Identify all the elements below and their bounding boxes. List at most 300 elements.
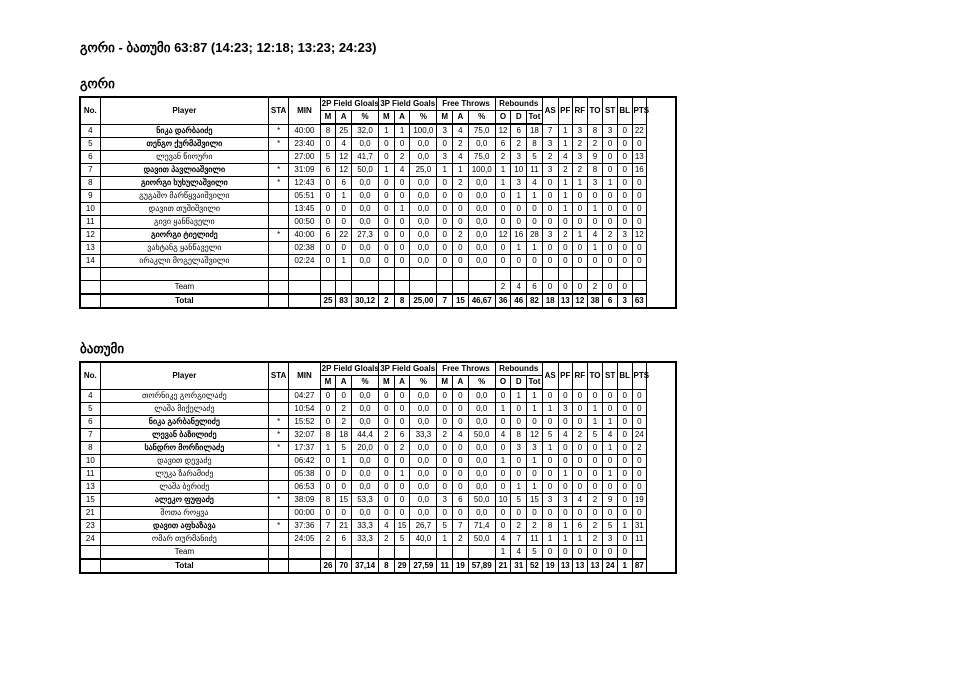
- stat-ftm: 0: [437, 481, 453, 494]
- stat-pts: 0: [632, 389, 647, 403]
- stat-ro: 0: [495, 242, 511, 255]
- team-heading-batumi: ბათუმი: [80, 341, 125, 356]
- stat-to: 0: [587, 389, 603, 403]
- stat-ftm: 0: [437, 416, 453, 429]
- empty-cell: [80, 559, 100, 573]
- player-name: თორნიკე გორგილაძე: [100, 389, 268, 403]
- minutes: 00:00: [289, 507, 320, 520]
- starter-mark: *: [269, 138, 289, 151]
- stat-rd: 5: [511, 494, 527, 507]
- stat-fg2m: 0: [320, 255, 336, 268]
- stat-ftm: 3: [437, 151, 453, 164]
- subheader-m: M: [379, 111, 395, 125]
- stat-as: 1: [542, 533, 558, 546]
- stat-fg2a: 1: [336, 455, 352, 468]
- stat-st: 0: [603, 242, 618, 255]
- stat-ro: 0: [495, 190, 511, 203]
- stat-as: 0: [542, 507, 558, 520]
- empty-cell: [394, 546, 410, 560]
- empty-cell: [453, 546, 469, 560]
- player-row: [80, 389, 676, 403]
- stat-fg3a: 0: [394, 403, 410, 416]
- stat-bl: 0: [617, 164, 632, 177]
- stat-ro: 0: [495, 468, 511, 481]
- stat-fg3m: 0: [379, 442, 395, 455]
- stat-rt: 11: [527, 533, 543, 546]
- stat-ftm: 0: [437, 389, 453, 403]
- team-stat-rt: 5: [527, 546, 543, 560]
- stat-st: 0: [603, 216, 618, 229]
- col-header-st: ST: [603, 362, 618, 389]
- stat-fg3p: 0,0: [410, 389, 437, 403]
- stat-fg2m: 5: [320, 151, 336, 164]
- player-name: ნიკა დარბაიძე: [100, 124, 268, 138]
- subheader-m: M: [437, 376, 453, 390]
- stat-fg3p: 0,0: [410, 229, 437, 242]
- team-stat-to: 0: [587, 546, 603, 560]
- stat-fg3a: 0: [394, 481, 410, 494]
- player-name: დავით დევაძე: [100, 455, 268, 468]
- stat-as: 0: [542, 416, 558, 429]
- minutes: 38:09: [289, 494, 320, 507]
- stat-fg2a: 22: [336, 229, 352, 242]
- stat-fg3m: 0: [379, 216, 395, 229]
- minutes: 32:07: [289, 429, 320, 442]
- empty-cell: [320, 281, 336, 295]
- stat-rd: 3: [511, 442, 527, 455]
- minutes: 40:00: [289, 229, 320, 242]
- stat-st: 0: [603, 203, 618, 216]
- stat-fg3a: 0: [394, 242, 410, 255]
- team-stat-rd: 4: [511, 546, 527, 560]
- player-number: 14: [80, 255, 100, 268]
- total-stat-fg2p: 37,14: [352, 559, 379, 573]
- player-number: 23: [80, 520, 100, 533]
- stat-to: 1: [587, 403, 603, 416]
- stat-fg3a: 0: [394, 229, 410, 242]
- stat-fg3a: 0: [394, 255, 410, 268]
- stat-fg2a: 12: [336, 164, 352, 177]
- empty-cell: [527, 268, 543, 281]
- minutes: 24:05: [289, 533, 320, 546]
- player-number: 8: [80, 442, 100, 455]
- stat-fg2a: 6: [336, 533, 352, 546]
- stat-ftp: 71,4: [468, 520, 495, 533]
- stat-ftp: 0,0: [468, 203, 495, 216]
- col-header-sta: STA: [269, 362, 289, 389]
- stat-fg3p: 0,0: [410, 403, 437, 416]
- stat-as: 1: [542, 403, 558, 416]
- total-stat-ftp: 57,89: [468, 559, 495, 573]
- col-header-pf: PF: [558, 97, 573, 124]
- stat-fg3p: 0,0: [410, 481, 437, 494]
- starter-mark: [269, 403, 289, 416]
- stat-fg2a: 1: [336, 255, 352, 268]
- stat-to: 0: [587, 216, 603, 229]
- stat-rd: 0: [511, 455, 527, 468]
- stat-fg3a: 1: [394, 203, 410, 216]
- empty-cell: [269, 546, 289, 560]
- stat-rt: 3: [527, 442, 543, 455]
- stat-ro: 0: [495, 389, 511, 403]
- stat-to: 1: [587, 203, 603, 216]
- empty-cell: [410, 281, 437, 295]
- stat-pts: 0: [632, 190, 647, 203]
- team-stat-st: 0: [603, 281, 618, 295]
- stat-rd: 3: [511, 177, 527, 190]
- empty-cell: [437, 281, 453, 295]
- player-number: 9: [80, 190, 100, 203]
- stat-pf: 1: [558, 138, 573, 151]
- stat-fg3p: 0,0: [410, 190, 437, 203]
- team-stat-st: 0: [603, 546, 618, 560]
- player-name: ალეკო ფუფაძე: [100, 494, 268, 507]
- stat-st: 3: [603, 533, 618, 546]
- stat-fg2p: 0,0: [352, 468, 379, 481]
- stat-fg3m: 0: [379, 255, 395, 268]
- stat-pts: 24: [632, 429, 647, 442]
- stat-rt: 4: [527, 177, 543, 190]
- stat-pts: 0: [632, 403, 647, 416]
- stat-rd: 1: [511, 242, 527, 255]
- stat-fta: 6: [453, 494, 469, 507]
- player-number: 4: [80, 389, 100, 403]
- stat-to: 3: [587, 177, 603, 190]
- stat-ro: 12: [495, 229, 511, 242]
- stat-fg2m: 6: [320, 164, 336, 177]
- empty-cell: [80, 546, 100, 560]
- stat-rf: 0: [573, 507, 588, 520]
- stat-st: 1: [603, 416, 618, 429]
- player-row: [80, 403, 676, 416]
- player-row: [80, 151, 676, 164]
- stat-fg3m: 0: [379, 455, 395, 468]
- stat-fg3a: 0: [394, 389, 410, 403]
- stat-fg3m: 0: [379, 138, 395, 151]
- stat-pf: 4: [558, 151, 573, 164]
- stat-fg2m: 6: [320, 229, 336, 242]
- stat-bl: 0: [617, 138, 632, 151]
- stat-ro: 10: [495, 494, 511, 507]
- stat-rf: 0: [573, 442, 588, 455]
- stat-st: 0: [603, 255, 618, 268]
- player-row: [80, 177, 676, 190]
- stat-ro: 0: [495, 416, 511, 429]
- stat-st: 5: [603, 520, 618, 533]
- stat-fg2a: 25: [336, 124, 352, 138]
- col-header-bl: BL: [617, 97, 632, 124]
- stat-ftp: 0,0: [468, 455, 495, 468]
- starter-mark: *: [269, 416, 289, 429]
- stat-to: 0: [587, 468, 603, 481]
- stat-fg3p: 0,0: [410, 216, 437, 229]
- stat-fg2p: 0,0: [352, 138, 379, 151]
- stat-st: 1: [603, 442, 618, 455]
- stat-st: 0: [603, 507, 618, 520]
- stat-bl: 0: [617, 494, 632, 507]
- player-number: 10: [80, 203, 100, 216]
- stat-rf: 0: [573, 216, 588, 229]
- col-header-player: Player: [100, 97, 268, 124]
- total-stat-fg3p: 25,00: [410, 294, 437, 308]
- game-title: გორი - ბათუმი 63:87 (14:23; 12:18; 13:23; 24:23): [80, 40, 377, 55]
- starter-mark: [269, 216, 289, 229]
- starter-mark: [269, 255, 289, 268]
- subheader-m: M: [320, 111, 336, 125]
- stat-fg3p: 0,0: [410, 177, 437, 190]
- header-row: [80, 97, 676, 111]
- stat-rf: 1: [573, 533, 588, 546]
- stat-fg3p: 0,0: [410, 242, 437, 255]
- empty-cell: [352, 268, 379, 281]
- team-stat-rt: 6: [527, 281, 543, 295]
- stat-pf: 0: [558, 242, 573, 255]
- total-label: Total: [100, 559, 268, 573]
- stat-as: 0: [542, 216, 558, 229]
- stat-pf: 0: [558, 442, 573, 455]
- stat-pts: 12: [632, 229, 647, 242]
- stat-rt: 28: [527, 229, 543, 242]
- stat-fg3a: 0: [394, 177, 410, 190]
- total-stat-fta: 15: [453, 294, 469, 308]
- col-header-st: ST: [603, 97, 618, 124]
- stat-rf: 0: [573, 481, 588, 494]
- player-name: გუგაშო მარწყვაიშვილი: [100, 190, 268, 203]
- stat-ftm: 0: [437, 242, 453, 255]
- stat-fg2m: 0: [320, 216, 336, 229]
- total-stat-rt: 52: [527, 559, 543, 573]
- subheader-o: O: [495, 111, 511, 125]
- stat-ftp: 0,0: [468, 177, 495, 190]
- col-header-2p-field-goals: 2P Field Gloals: [320, 97, 378, 111]
- empty-cell: [394, 268, 410, 281]
- stat-pts: 0: [632, 242, 647, 255]
- minutes: 15:52: [289, 416, 320, 429]
- empty-cell: [453, 281, 469, 295]
- col-header-pts: PTS: [632, 97, 647, 124]
- starter-mark: *: [269, 229, 289, 242]
- stat-rt: 1: [527, 190, 543, 203]
- stat-ro: 0: [495, 481, 511, 494]
- stat-fg3a: 0: [394, 455, 410, 468]
- stat-bl: 3: [617, 229, 632, 242]
- subheader-a: A: [336, 111, 352, 125]
- stat-ro: 0: [495, 507, 511, 520]
- stat-st: 0: [603, 164, 618, 177]
- stat-to: 4: [587, 229, 603, 242]
- stat-ro: 1: [495, 403, 511, 416]
- stat-ftp: 0,0: [468, 389, 495, 403]
- subheader-o: O: [495, 376, 511, 390]
- total-stat-pf: 13: [558, 559, 573, 573]
- player-row: [80, 190, 676, 203]
- team-stat-rf: 0: [573, 281, 588, 295]
- stat-as: 0: [542, 481, 558, 494]
- player-row: [80, 442, 676, 455]
- stat-fg2m: 0: [320, 403, 336, 416]
- stat-ro: 1: [495, 164, 511, 177]
- stat-rf: 0: [573, 416, 588, 429]
- stat-rf: 2: [573, 429, 588, 442]
- stat-fg2m: 8: [320, 124, 336, 138]
- stat-rf: 0: [573, 468, 588, 481]
- stat-fg3p: 0,0: [410, 151, 437, 164]
- col-header-rf: RF: [573, 97, 588, 124]
- col-header-no: No.: [80, 362, 100, 389]
- empty-cell: [379, 281, 395, 295]
- stat-as: 0: [542, 255, 558, 268]
- stat-fg2a: 1: [336, 190, 352, 203]
- stat-ftm: 0: [437, 229, 453, 242]
- player-name: დავით პავლიაშვილი: [100, 164, 268, 177]
- total-row: [80, 559, 676, 573]
- stat-rf: 6: [573, 520, 588, 533]
- player-number: 5: [80, 138, 100, 151]
- starter-mark: [269, 533, 289, 546]
- stat-st: 4: [603, 429, 618, 442]
- stat-as: 3: [542, 229, 558, 242]
- stat-pts: 0: [632, 455, 647, 468]
- stat-pts: 0: [632, 255, 647, 268]
- empty-cell: [632, 268, 647, 281]
- stat-fg2p: 32,0: [352, 124, 379, 138]
- stat-bl: 0: [617, 416, 632, 429]
- player-name: შოთა როყვა: [100, 507, 268, 520]
- stat-fg2p: 27,3: [352, 229, 379, 242]
- stat-fg2a: 5: [336, 442, 352, 455]
- stat-fg2a: 0: [336, 242, 352, 255]
- stat-fg2a: 2: [336, 416, 352, 429]
- player-number: 8: [80, 177, 100, 190]
- starter-mark: *: [269, 177, 289, 190]
- player-row: [80, 242, 676, 255]
- team-stat-bl: 0: [617, 546, 632, 560]
- stat-rd: 3: [511, 151, 527, 164]
- stat-rt: 11: [527, 164, 543, 177]
- stat-to: 1: [587, 242, 603, 255]
- stat-fg2p: 20,0: [352, 442, 379, 455]
- empty-cell: [320, 546, 336, 560]
- total-stat-st: 6: [603, 294, 618, 308]
- stat-rt: 0: [527, 203, 543, 216]
- player-row: [80, 507, 676, 520]
- stat-as: 2: [542, 151, 558, 164]
- stat-fg3m: 0: [379, 468, 395, 481]
- starter-mark: *: [269, 520, 289, 533]
- starter-mark: *: [269, 494, 289, 507]
- stat-rf: 3: [573, 124, 588, 138]
- stat-ro: 4: [495, 429, 511, 442]
- stat-to: 2: [587, 494, 603, 507]
- team-stat-ro: 1: [495, 546, 511, 560]
- total-stat-fg2a: 83: [336, 294, 352, 308]
- stat-bl: 0: [617, 389, 632, 403]
- stat-rd: 0: [511, 203, 527, 216]
- stat-bl: 0: [617, 403, 632, 416]
- stat-ftm: 0: [437, 255, 453, 268]
- stat-ftm: 5: [437, 520, 453, 533]
- col-header-pts: PTS: [632, 362, 647, 389]
- stat-fta: 0: [453, 190, 469, 203]
- stat-fg2m: 0: [320, 507, 336, 520]
- stat-fg2p: 0,0: [352, 389, 379, 403]
- stat-fg2m: 8: [320, 429, 336, 442]
- stat-fg3p: 0,0: [410, 494, 437, 507]
- stat-rt: 12: [527, 429, 543, 442]
- stat-fg3a: 0: [394, 494, 410, 507]
- starter-mark: [269, 507, 289, 520]
- stat-fg2m: 1: [320, 442, 336, 455]
- stat-bl: 0: [617, 468, 632, 481]
- col-header-3p-field-goals: 3P Field Goals: [379, 97, 437, 111]
- team-stat-ro: 2: [495, 281, 511, 295]
- total-stat-fg3a: 29: [394, 559, 410, 573]
- stat-bl: 0: [617, 124, 632, 138]
- stat-ftm: 0: [437, 203, 453, 216]
- stat-pf: 1: [558, 203, 573, 216]
- stat-rd: 0: [511, 255, 527, 268]
- stat-rd: 16: [511, 229, 527, 242]
- stat-fg3m: 0: [379, 389, 395, 403]
- stat-fg2m: 0: [320, 190, 336, 203]
- stat-rf: 1: [573, 177, 588, 190]
- total-stat-pf: 13: [558, 294, 573, 308]
- total-stat-fg3m: 2: [379, 294, 395, 308]
- player-name: ომარ თურმანიძე: [100, 533, 268, 546]
- stat-fg2p: 0,0: [352, 190, 379, 203]
- stat-st: 1: [603, 177, 618, 190]
- stat-fta: 1: [453, 164, 469, 177]
- stat-fg2a: 0: [336, 468, 352, 481]
- subheader-d: D: [511, 376, 527, 390]
- stat-fg3a: 1: [394, 468, 410, 481]
- stat-bl: 0: [617, 255, 632, 268]
- stat-fg2a: 18: [336, 429, 352, 442]
- player-row: [80, 164, 676, 177]
- team-stat-to: 2: [587, 281, 603, 295]
- stat-to: 0: [587, 190, 603, 203]
- empty-cell: [320, 268, 336, 281]
- stat-fg2p: 0,0: [352, 177, 379, 190]
- team-heading-gori: გორი: [80, 76, 115, 91]
- stat-fg2p: 44,4: [352, 429, 379, 442]
- stat-to: 0: [587, 481, 603, 494]
- stat-fg3m: 0: [379, 494, 395, 507]
- stat-as: 0: [542, 203, 558, 216]
- stat-ftp: 0,0: [468, 442, 495, 455]
- stat-pf: 0: [558, 481, 573, 494]
- col-header-to: TO: [587, 362, 603, 389]
- stat-rd: 1: [511, 190, 527, 203]
- stat-bl: 0: [617, 429, 632, 442]
- stat-fta: 2: [453, 229, 469, 242]
- stat-pts: 16: [632, 164, 647, 177]
- stat-fg2p: 0,0: [352, 455, 379, 468]
- stat-pf: 1: [558, 190, 573, 203]
- empty-cell: [80, 268, 100, 281]
- stat-ftp: 50,0: [468, 429, 495, 442]
- empty-cell: [336, 268, 352, 281]
- stat-ftp: 50,0: [468, 533, 495, 546]
- stat-bl: 1: [617, 520, 632, 533]
- stat-as: 8: [542, 520, 558, 533]
- minutes: 02:24: [289, 255, 320, 268]
- stat-pts: 0: [632, 216, 647, 229]
- stat-fg2p: 0,0: [352, 481, 379, 494]
- header-row: [80, 362, 676, 376]
- player-name: თენგო ქურმაშვილი: [100, 138, 268, 151]
- stat-pts: 31: [632, 520, 647, 533]
